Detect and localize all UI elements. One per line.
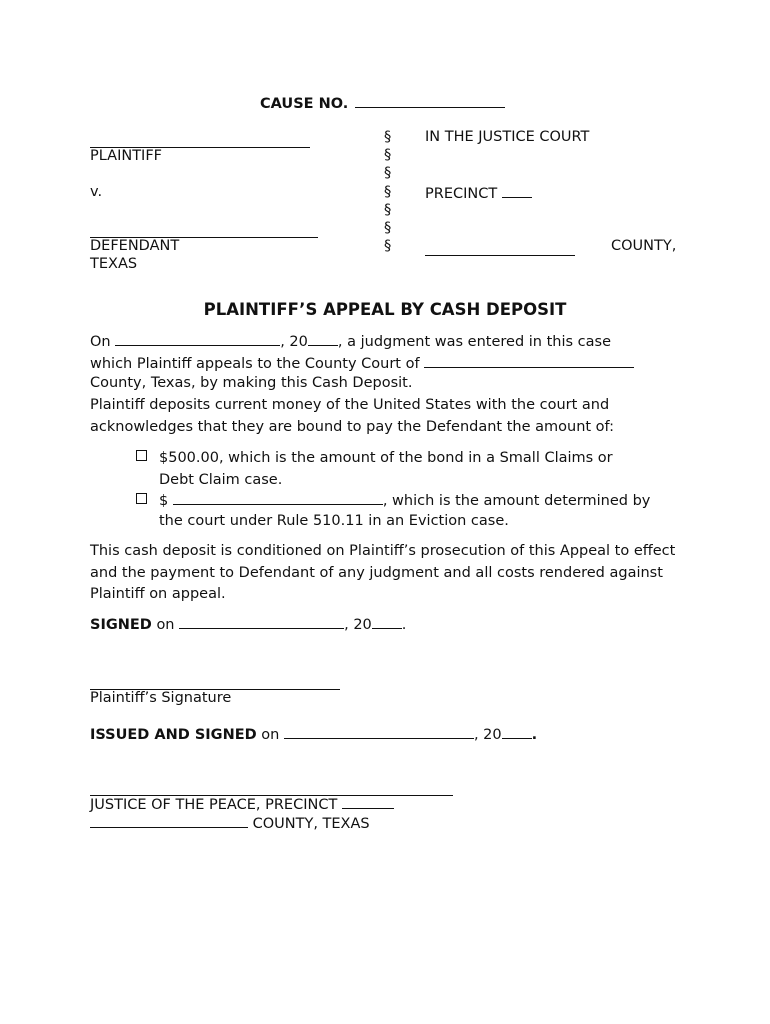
on-text: On (90, 334, 111, 350)
small-claims-text: $500.00, which is the amount of the bond in a Small Claims or Debt Claim case. (159, 450, 613, 488)
county-court-text: which Plaintiff appeals to the County Court of (90, 356, 420, 372)
court-label: IN THE JUSTICE COURT (425, 129, 590, 145)
small-claims-checkbox[interactable] (136, 450, 147, 461)
year-prefix-text: , 20 (280, 334, 308, 350)
signed-date-field[interactable] (179, 615, 344, 629)
eviction-line-2: the court under Rule 510.11 in an Eviction case. (159, 513, 509, 529)
section-symbol: § (384, 238, 392, 254)
justice-line-1 (90, 795, 394, 813)
county-court-field[interactable] (424, 354, 634, 368)
judgment-line-1 (90, 332, 611, 350)
eviction-line-1 (159, 491, 679, 513)
deposit-line-1: Plaintiff deposits current money of the United States with the court and (90, 397, 610, 413)
eviction-amount-field[interactable] (173, 491, 383, 505)
versus-label: v. (90, 184, 103, 200)
section-symbol: § (384, 147, 392, 163)
document-title: PLAINTIFF’S APPEAL BY CASH DEPOSIT (203, 300, 567, 319)
county-label: COUNTY, (611, 238, 677, 254)
issued-period: . (531, 727, 538, 743)
section-symbol: § (384, 220, 392, 236)
issued-signed-label: ISSUED AND SIGNED (90, 727, 257, 743)
issued-year-prefix: , 20 (473, 727, 502, 743)
justice-county-label: COUNTY, TEXAS (252, 816, 370, 832)
section-symbol: § (384, 129, 392, 145)
county-name-field[interactable] (425, 255, 575, 256)
eviction-amount-text: , which is the amount determined by (382, 493, 651, 509)
signed-year-prefix: , 20 (344, 617, 372, 633)
issued-year-field[interactable] (502, 725, 532, 739)
signed-period: . (401, 617, 407, 633)
justice-county-field[interactable] (90, 814, 248, 828)
judgment-text: , a judgment was entered in this case (337, 334, 611, 350)
justice-precinct-label: JUSTICE OF THE PEACE, PRECINCT (90, 797, 338, 813)
defendant-label: DEFENDANT (90, 238, 180, 254)
section-symbol: § (384, 202, 392, 218)
signed-year-field[interactable] (372, 615, 402, 629)
judgment-year-field[interactable] (308, 332, 338, 346)
condition-paragraph: This cash deposit is conditioned on Plaintiff’s prosecution of this Appeal to effect and the payment to Defendant of any judgment and all costs rendered against Plaintiff on appeal. (90, 543, 676, 602)
signed-line (90, 615, 406, 633)
eviction-checkbox[interactable] (136, 493, 147, 504)
deposit-line-2: acknowledges that they are bound to pay the Defendant the amount of: (90, 419, 615, 435)
signed-label: SIGNED (90, 617, 152, 633)
precinct-label: PRECINCT (425, 186, 498, 202)
section-symbol: § (384, 184, 392, 200)
issued-on-text: on (261, 727, 280, 743)
section-symbol: § (384, 165, 392, 181)
issued-signed-line (90, 725, 537, 743)
cause-number-line (260, 94, 505, 112)
cause-number-label: CAUSE NO. (260, 96, 349, 112)
plaintiff-label: PLAINTIFF (90, 148, 163, 164)
judgment-line-2 (90, 354, 634, 372)
signed-on-text: on (156, 617, 175, 633)
judgment-line-3: County, Texas, by making this Cash Deposit. (90, 375, 413, 391)
justice-precinct-field[interactable] (342, 795, 394, 809)
dollar-sign-text: $ (159, 493, 169, 509)
option-eviction (136, 491, 676, 513)
plaintiff-signature-label: Plaintiff’s Signature (90, 690, 232, 706)
justice-line-2 (90, 814, 370, 832)
cause-number-field[interactable] (355, 94, 505, 108)
precinct-line (425, 184, 532, 202)
issued-date-field[interactable] (284, 725, 474, 739)
precinct-field[interactable] (502, 184, 532, 198)
judgment-date-field[interactable] (115, 332, 280, 346)
option-small-claims (136, 448, 676, 488)
texas-label: TEXAS (90, 256, 138, 272)
